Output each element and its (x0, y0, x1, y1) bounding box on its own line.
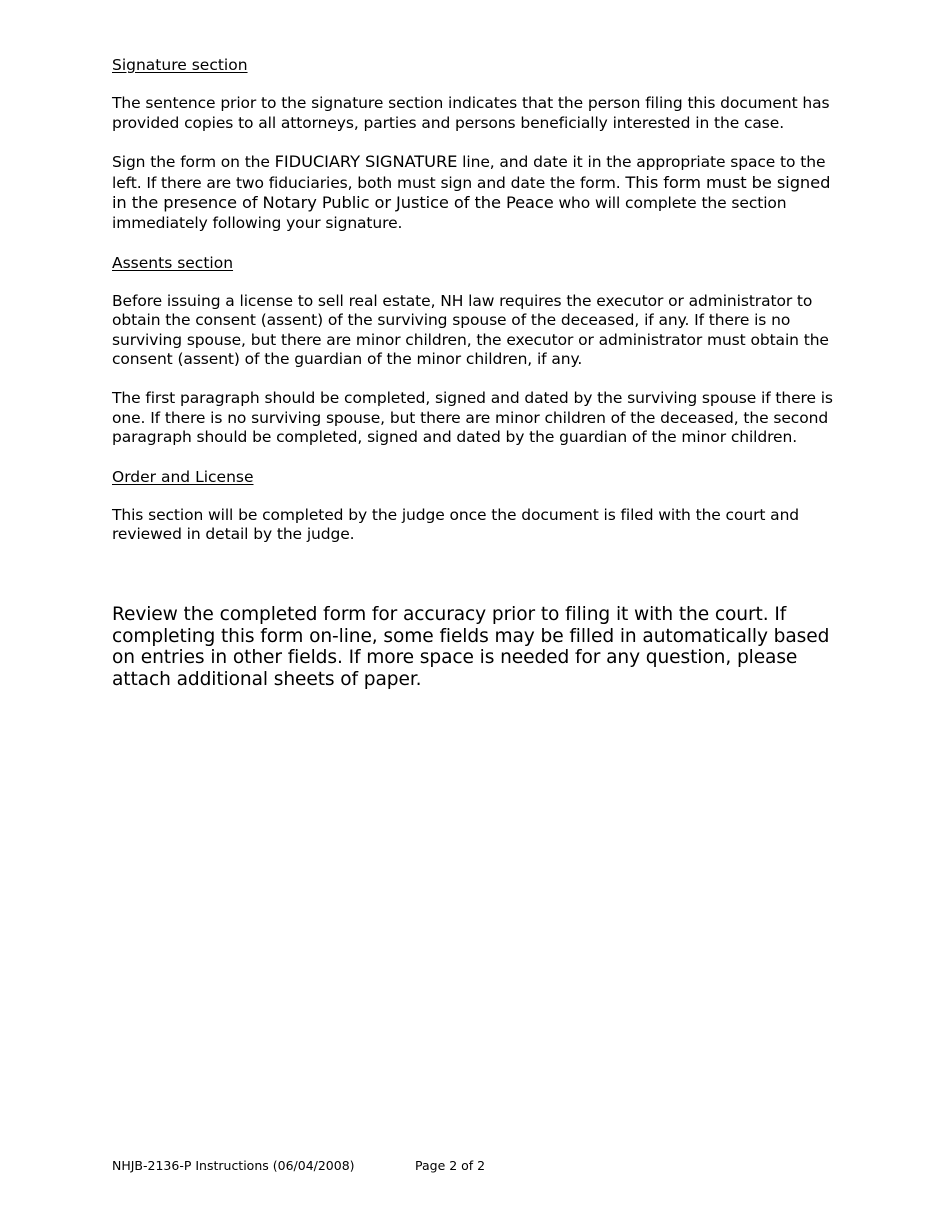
assents-section-paragraph-1: Before issuing a license to sell real estate, NH law requires the executor or administrator to obtain the consent (assent) of the surviving spouse of the deceased, if any. If there is no surviving spouse, but there are minor children, the executor or administrator must obtain the consent (assent) of the guardian of the minor children, if any. (112, 291, 829, 369)
assents-section-paragraph-2: The first paragraph should be completed, signed and dated by the surviving spouse if there is one. If there is no surviving spouse, but there are minor children of the deceased, the second paragraph should be completed, signed and dated by the guardian of the minor children. (112, 388, 833, 447)
order-section-heading: Order and License (112, 467, 254, 486)
signature-section-paragraph-1: The sentence prior to the signature section indicates that the person filing this document has provided copies to all attorneys, parties and persons beneficially interested in the case. (112, 94, 830, 132)
signature-section-paragraph-2 (112, 152, 840, 233)
instructions-content (112, 55, 840, 564)
notary-requirement-text: This form must be signed in the presence of Notary Public or Justice of the Peace (112, 172, 831, 213)
sign-instruction-text: Sign the form on the (112, 153, 275, 172)
review-note: Review the completed form for accuracy prior to filing it with the court. If completing this form on-line, some fields may be filled in automatically based on entries in other fields. If more space is needed for any question, please attach additional sheets of paper. (112, 604, 830, 690)
date-instruction-text: line, and date it in the appropriate space to the left. If there are two fiduciaries, both must sign and date the form. (112, 153, 826, 192)
footer-form-id: NHJB-2136-P Instructions (06/04/2008) (112, 1158, 355, 1173)
signature-section-heading: Signature section (112, 56, 248, 74)
assents-section-heading: Assents section (112, 253, 234, 272)
fiduciary-signature-label: FIDUCIARY SIGNATURE (274, 152, 458, 172)
footer-page-number: Page 2 of 2 (415, 1158, 486, 1173)
notary-completion-text: who will complete the section immediately following your signature. (112, 194, 787, 232)
order-section-paragraph: This section will be completed by the judge once the document is filed with the court and reviewed in detail by the judge. (112, 505, 800, 544)
